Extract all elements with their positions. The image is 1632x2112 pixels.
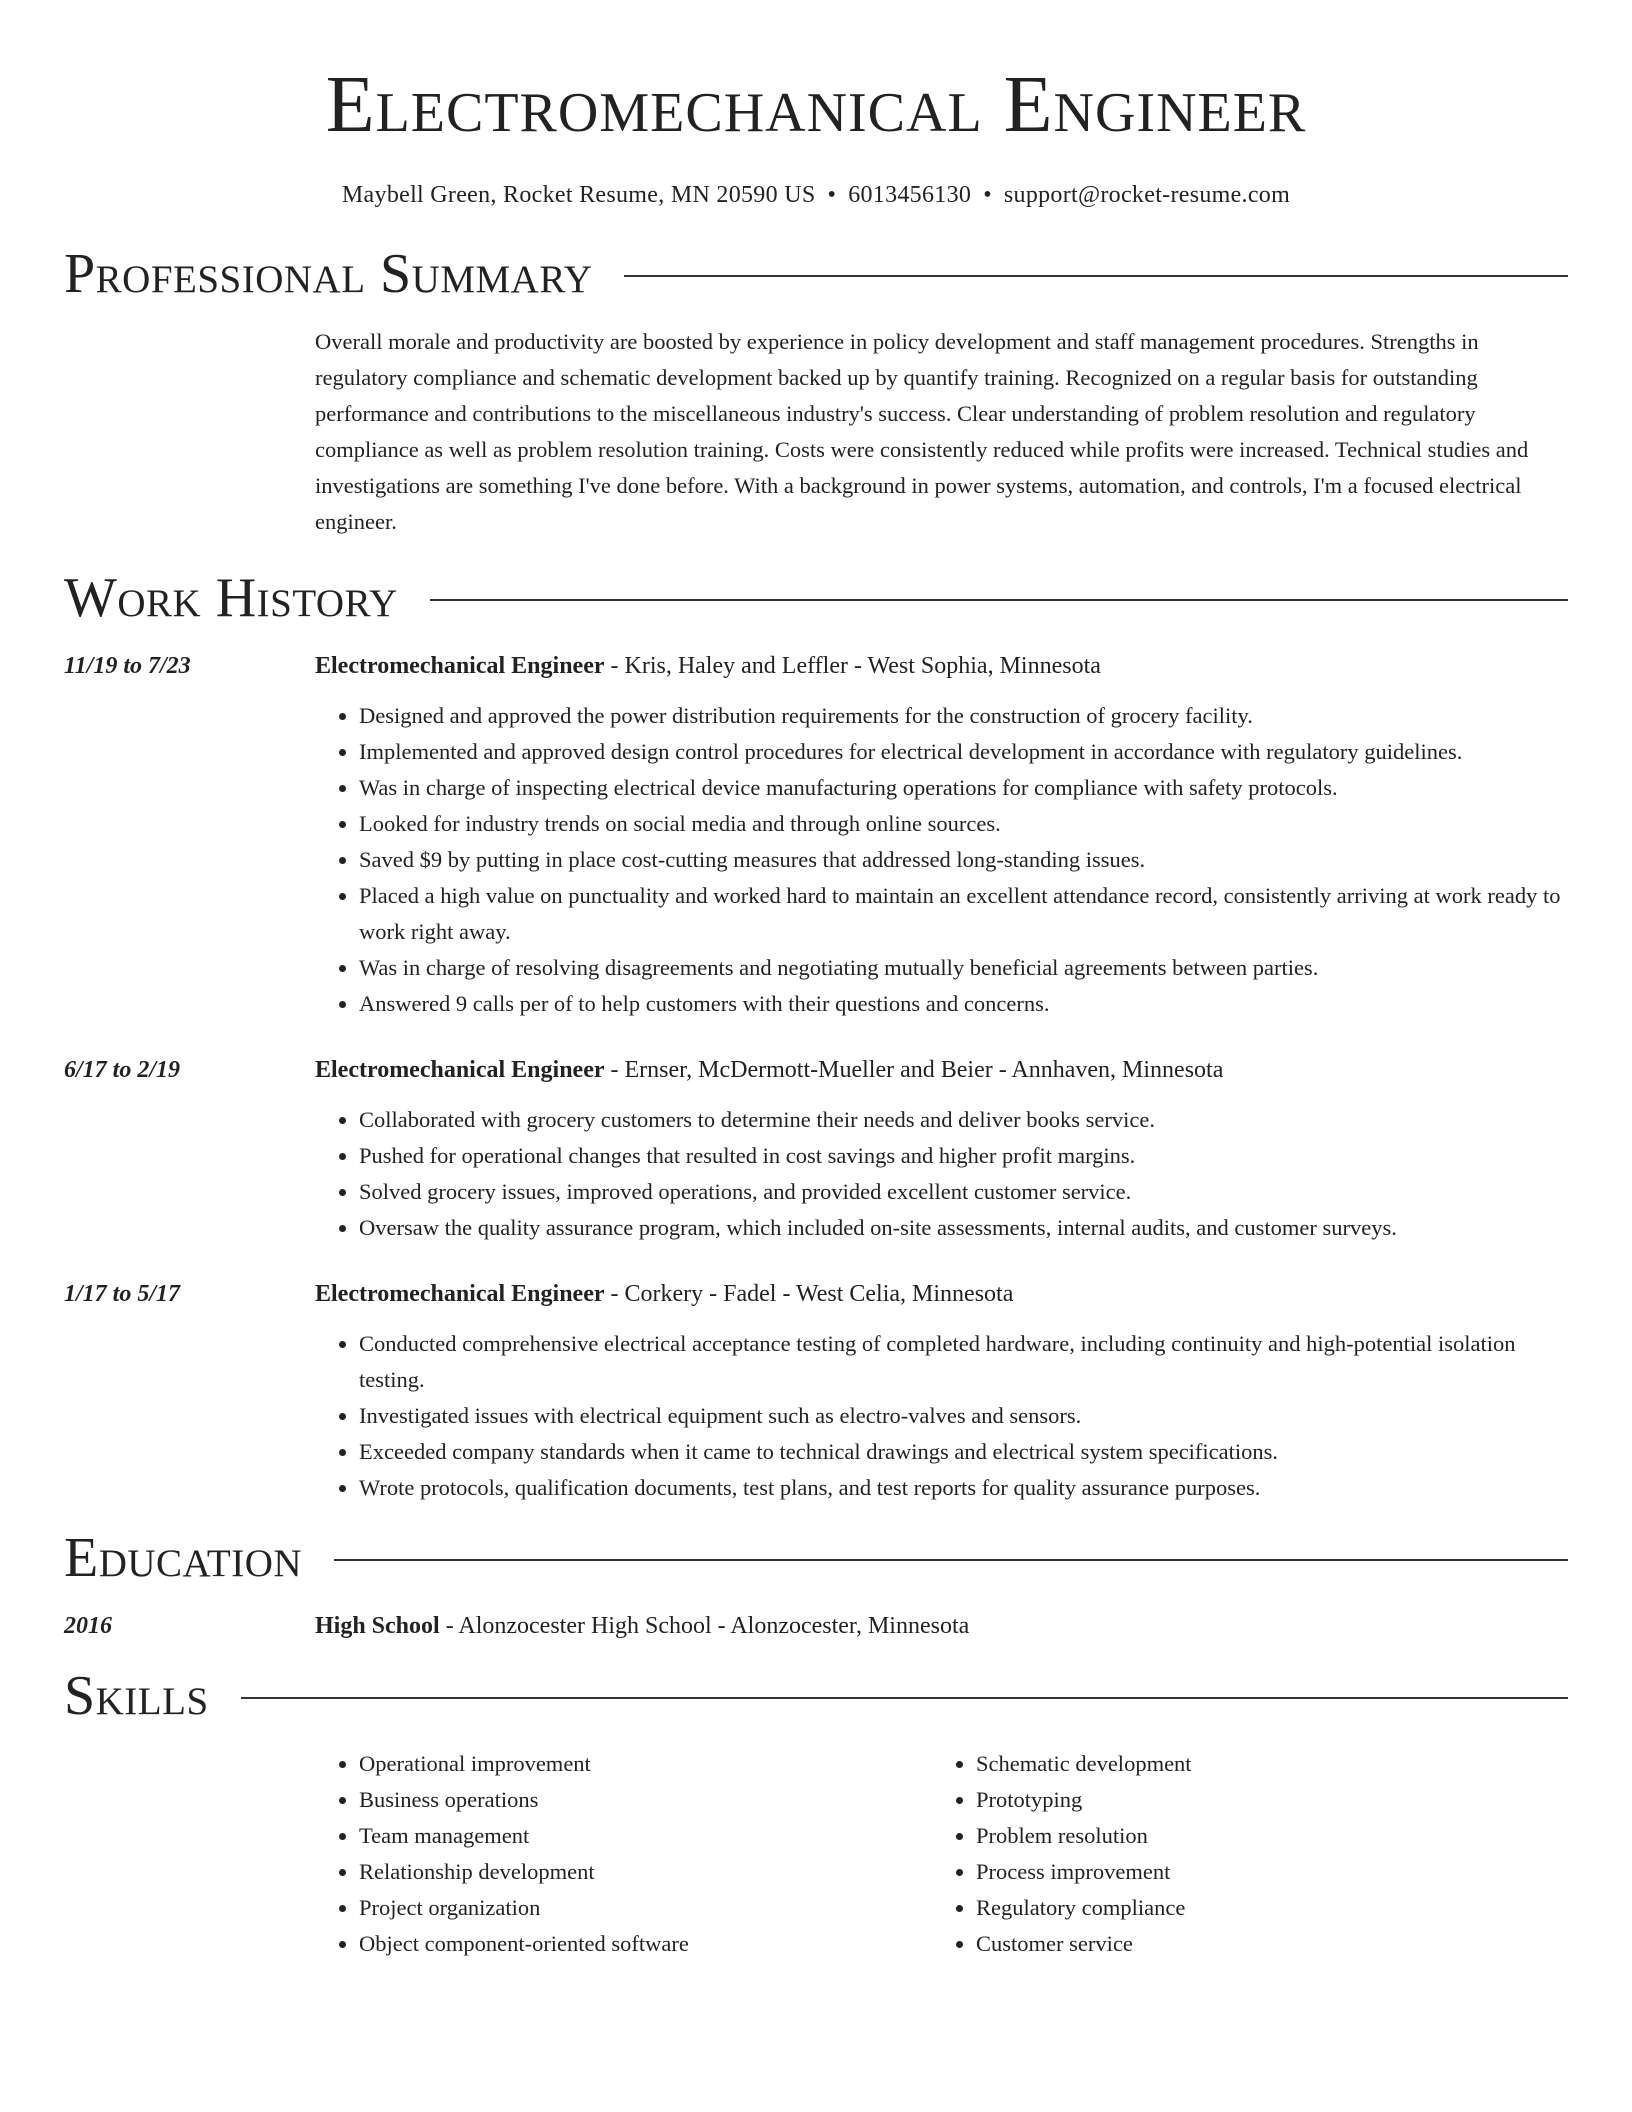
contact-email: support@rocket-resume.com: [1003, 182, 1291, 208]
skills-heading: Skills: [64, 1665, 209, 1727]
job-dates: 11/19 to 7/23: [64, 653, 191, 679]
job-content: [315, 648, 1568, 1022]
section-divider: [334, 1559, 1568, 1561]
job-bullet: • Implemented and approved design control procedures for electrical development in accordance with regulatory guidelines.: [359, 734, 1568, 770]
contact-separator: •: [983, 182, 992, 208]
job-heading: [315, 1052, 1568, 1088]
job-company-location: - Kris, Haley and Leffler - West Sophia, Minnesota: [604, 653, 1101, 679]
job-content: [315, 1276, 1568, 1506]
education-list: [64, 1608, 1568, 1644]
job-bullet: • Investigated issues with electrical equipment such as electro-valves and sensors.: [359, 1398, 1568, 1434]
job-title: Electromechanical Engineer: [315, 653, 605, 679]
job-bullet: • Solved grocery issues, improved operations, and provided excellent customer service.: [359, 1174, 1568, 1210]
job-bullet: • Pushed for operational changes that resulted in cost savings and higher profit margins.: [359, 1138, 1568, 1174]
job-bullet: • Designed and approved the power distribution requirements for the construction of grocery facility.: [359, 698, 1568, 734]
job-heading: [315, 648, 1568, 684]
skills-section-header: [64, 1666, 1568, 1726]
job-bullet: • Wrote protocols, qualification documents, test plans, and test reports for quality assurance purposes.: [359, 1470, 1568, 1506]
summary-text: Overall morale and productivity are boosted by experience in policy development and staff management procedures. Strengths in regulatory compliance and schematic development backed up by quantify training. Recognized on a regular basis for outstanding performance and contributions to the miscellaneous industry's success. Clear understanding of problem resolution and regulatory compliance as well as problem resolution training. Costs were consistently reduced while profits were increased. Technical studies and investigations are something I've done before. With a background in power systems, automation, and controls, I'm a focused electrical engineer.: [315, 329, 1529, 534]
education-year: 2016: [64, 1613, 112, 1639]
job-bullet: • Exceeded company standards when it came to technical drawings and electrical system specifications.: [359, 1434, 1568, 1470]
job-bullets: [315, 1326, 1568, 1506]
skill-item: • Relationship development: [359, 1854, 932, 1890]
job-title: Electromechanical Engineer: [315, 1281, 605, 1307]
job-bullet: • Saved $9 by putting in place cost-cutting measures that addressed long-standing issues.: [359, 842, 1568, 878]
skill-item: • Object component-oriented software: [359, 1926, 932, 1962]
work-section-header: [64, 568, 1568, 628]
skill-item: • Business operations: [359, 1782, 932, 1818]
job-company-location: - Ernser, McDermott-Mueller and Beier - Annhaven, Minnesota: [604, 1057, 1224, 1083]
job-bullet: • Answered 9 calls per of to help customers with their questions and concerns.: [359, 986, 1568, 1022]
skills-list-right: [932, 1746, 1549, 1962]
education-heading-line: [315, 1608, 1568, 1644]
job-dates: 1/17 to 5/17: [64, 1281, 181, 1307]
contact-address: Maybell Green, Rocket Resume, MN 20590 US: [341, 182, 816, 208]
section-divider: [624, 275, 1568, 277]
summary-heading: Professional Summary: [64, 243, 593, 305]
skills-list-left: [315, 1746, 932, 1962]
job-dates: 6/17 to 2/19: [64, 1057, 181, 1083]
job-heading: [315, 1276, 1568, 1312]
skill-item: • Project organization: [359, 1890, 932, 1926]
contact-phone: 6013456130: [848, 182, 972, 208]
education-entry: [64, 1608, 1568, 1644]
work-heading: Work History: [64, 567, 398, 629]
job-entry: [64, 648, 1568, 1022]
education-school-location: - Alonzocester High School - Alonzocester, Minnesota: [439, 1613, 970, 1639]
skill-item: • Customer service: [976, 1926, 1549, 1962]
resume-page: [64, 0, 1568, 1962]
job-bullets: [315, 698, 1568, 1022]
skill-item: • Team management: [359, 1818, 932, 1854]
education-section-header: [64, 1528, 1568, 1588]
job-bullet: • Was in charge of resolving disagreements and negotiating mutually beneficial agreements between parties.: [359, 950, 1568, 986]
resume-title: Electromechanical Engineer: [325, 61, 1307, 149]
education-degree: High School: [315, 1613, 440, 1639]
job-bullet: • Collaborated with grocery customers to determine their needs and deliver books service.: [359, 1102, 1568, 1138]
job-entry: [64, 1276, 1568, 1506]
job-company-location: - Corkery - Fadel - West Celia, Minnesota: [604, 1281, 1014, 1307]
section-divider: [430, 599, 1568, 601]
section-divider: [241, 1697, 1568, 1699]
job-bullet: • Looked for industry trends on social media and through online sources.: [359, 806, 1568, 842]
skill-item: • Schematic development: [976, 1746, 1549, 1782]
job-bullet: • Conducted comprehensive electrical acceptance testing of completed hardware, including continuity and high-potential isolation testing.: [359, 1326, 1568, 1398]
skill-item: • Problem resolution: [976, 1818, 1549, 1854]
job-entry: [64, 1052, 1568, 1246]
job-bullets: [315, 1102, 1568, 1246]
contact-separator: •: [827, 182, 837, 208]
job-content: [315, 1052, 1568, 1246]
contact-line: [64, 180, 1568, 210]
skill-item: • Regulatory compliance: [976, 1890, 1549, 1926]
summary-section-header: [64, 244, 1568, 304]
skills-columns: [315, 1746, 1568, 1962]
job-bullet: • Oversaw the quality assurance program, which included on-site assessments, internal audits, and customer surveys.: [359, 1210, 1568, 1246]
job-bullet: • Placed a high value on punctuality and worked hard to maintain an excellent attendance record, consistently arriving at work ready to work right away.: [359, 878, 1568, 950]
skill-item: • Prototyping: [976, 1782, 1549, 1818]
job-bullet: • Was in charge of inspecting electrical device manufacturing operations for compliance with safety protocols.: [359, 770, 1568, 806]
education-content: [315, 1608, 1568, 1644]
job-title: Electromechanical Engineer: [315, 1057, 605, 1083]
skill-item: • Process improvement: [976, 1854, 1549, 1890]
skill-item: • Operational improvement: [359, 1746, 932, 1782]
work-history-list: [64, 648, 1568, 1506]
education-heading: Education: [64, 1527, 303, 1589]
